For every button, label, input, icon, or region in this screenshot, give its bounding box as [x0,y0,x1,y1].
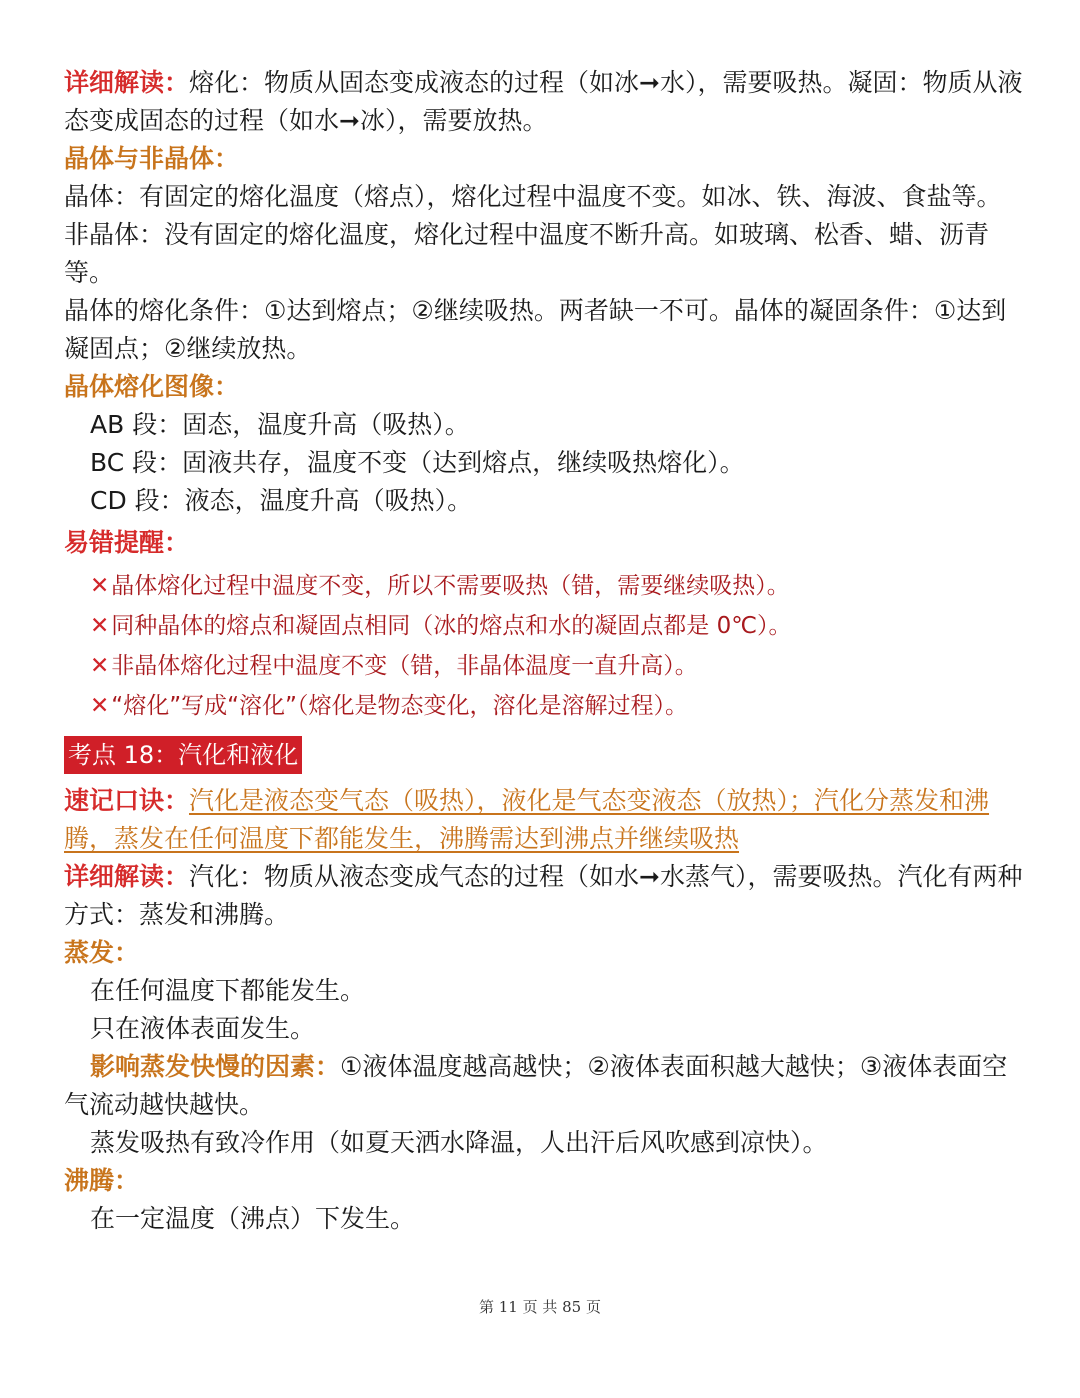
mistake-item: ✕同种晶体的熔点和凝固点相同（冰的熔点和水的凝固点都是 0℃）。 [90,613,792,639]
graph-heading: 晶体熔化图像： [64,372,240,401]
detail-text: 熔化：物质从固态变成液态的过程（如冰➞水），需要吸热。凝固：物质从液态变成固态的过程（如水➞冰），需要放热。 [64,68,1023,135]
graph-item: CD 段：液态，温度升高（吸热）。 [90,486,473,515]
cross-icon: ✕ [90,653,110,679]
cross-icon: ✕ [90,693,110,719]
factors-text: ①液体温度越高越快；②液体表面积越大越快；③液体表面空气流动越快越快。 [64,1052,1008,1119]
crystal-text: 晶体：有固定的熔化温度（熔点），熔化过程中温度不变。如冰、铁、海波、食盐等。 [64,182,1002,211]
boiling-heading: 沸腾： [64,1166,140,1195]
noncrystal-text: 非晶体：没有固定的熔化温度，熔化过程中温度不断升高。如玻璃、松香、蜡、沥青等。 [64,220,990,287]
mnemonic-label: 速记口诀： [64,786,190,815]
evaporation-heading: 蒸发： [64,938,140,967]
mnemonic-text: 汽化是液态变气态（吸热），液化是气态变液态（放热）；汽化分蒸发和沸腾，蒸发在任何温度下都能发生，沸腾需达到沸点并继续吸热 [64,786,990,853]
factors-label: 影响蒸发快慢的因素： [90,1052,341,1081]
detail-label: 详细解读： [64,862,190,891]
section-badge: 考点 18：汽化和液化 [64,736,302,774]
melting-detail [64,64,1024,140]
detail-label: 详细解读： [64,68,190,97]
cross-icon: ✕ [90,573,110,599]
mistake-item: ✕非晶体熔化过程中温度不变（错，非晶体温度一直升高）。 [90,653,698,679]
boiling-item: 在一定温度（沸点）下发生。 [90,1204,416,1233]
cross-icon: ✕ [90,613,110,639]
page-content [64,64,1024,1238]
conditions-text: 晶体的熔化条件：①达到熔点；②继续吸热。两者缺一不可。晶体的凝固条件：①达到凝固点；②继续放热。 [64,296,1007,363]
evaporation-item: 只在液体表面发生。 [90,1014,316,1043]
mistakes-heading: 易错提醒： [64,528,190,557]
graph-item: BC 段：固液共存，温度不变（达到熔点，继续吸热熔化）。 [90,448,745,477]
crystal-heading: 晶体与非晶体： [64,144,240,173]
mnemonic [64,782,1024,858]
cooling-text: 蒸发吸热有致冷作用（如夏天洒水降温，人出汗后风吹感到凉快）。 [90,1128,828,1157]
page-footer: 第 11 页 共 85 页 [478,1298,601,1316]
mistake-item: ✕晶体熔化过程中温度不变，所以不需要吸热（错，需要继续吸热）。 [90,573,790,599]
vaporization-detail [64,858,1024,934]
graph-item: AB 段：固态，温度升高（吸热）。 [90,410,470,439]
mistake-item: ✕“熔化”写成“溶化”（熔化是物态变化，溶化是溶解过程）。 [90,693,688,719]
evaporation-factors [64,1048,1024,1124]
detail-text: 汽化：物质从液态变成气态的过程（如水➞水蒸气），需要吸热。汽化有两种方式：蒸发和沸腾。 [64,862,1023,929]
evaporation-item: 在任何温度下都能发生。 [90,976,366,1005]
